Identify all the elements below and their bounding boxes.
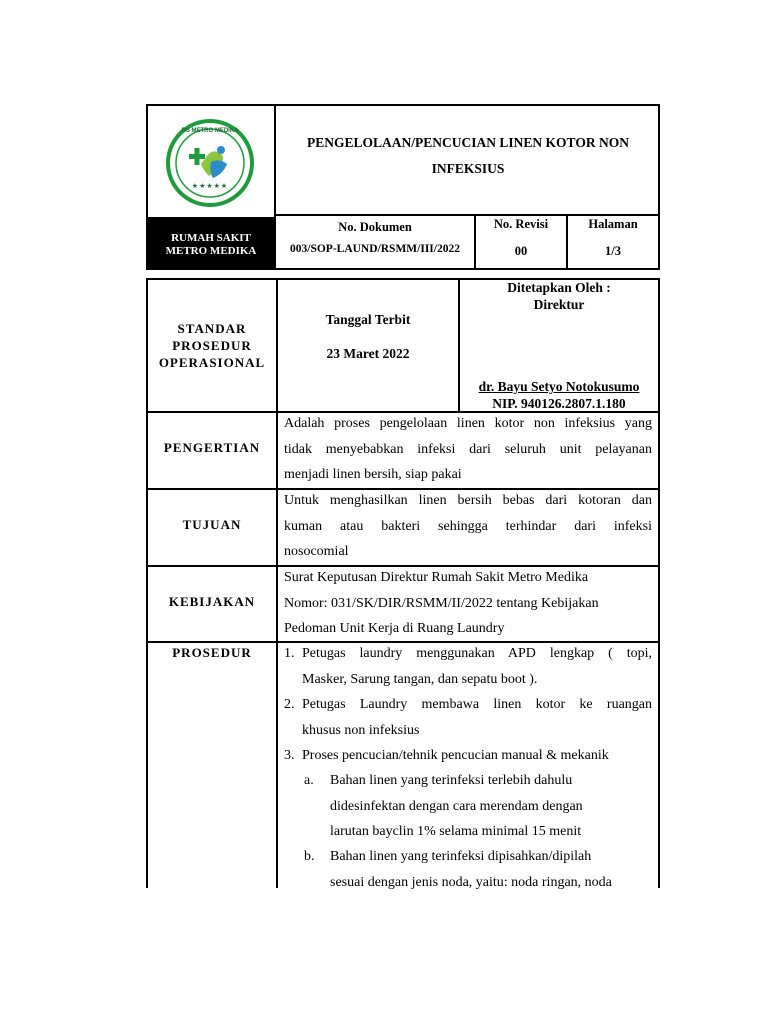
pengertian-text: [284, 411, 652, 488]
tujuan-line1: Untuk menghasilkan linen bersih bebas dari kotoran dan: [284, 493, 652, 508]
prosedur-label: PROSEDUR: [172, 645, 252, 660]
tujuan-label: TUJUAN: [182, 517, 242, 532]
approver-nip: NIP. 940126.2807.1.180: [492, 396, 626, 411]
pengertian-line1: Adalah proses pengelolaan linen kotor non infeksius yang: [284, 416, 652, 431]
substep-b-line2: sesuai dengan jenis noda, yaitu: noda ringan, noda: [330, 874, 612, 890]
pengertian-line3: menjadi linen bersih, siap pakai: [284, 467, 462, 482]
document-title: PENGELOLAAN/PENCUCIAN LINEN KOTOR NON INFEKSIUS: [307, 135, 629, 176]
procedure-substep-b: [304, 844, 652, 895]
step-3-line1: Proses pencucian/tehnik pencucian manual & mekanik: [302, 748, 609, 763]
approved-by-role: Direktur: [533, 297, 585, 312]
hospital-logo: [163, 118, 257, 208]
hospital-name-band: [148, 217, 274, 269]
kebijakan-label: KEBIJAKAN: [168, 594, 256, 609]
procedure-step-3: [284, 743, 652, 769]
step-1-number: 1.: [284, 646, 295, 661]
step-2-number: 2.: [284, 697, 295, 712]
tujuan-line3: nosocomial: [284, 544, 349, 559]
issue-date-label: Tanggal Terbit: [325, 312, 411, 327]
sop-label-line2: PROSEDUR: [172, 338, 252, 353]
approver-name: dr. Bayu Setyo Notokusumo: [478, 379, 640, 394]
substep-a-line1: Bahan linen yang terinfeksi terlebih dahulu: [330, 773, 573, 788]
step-1-line2: Masker, Sarung tangan, dan sepatu boot ).: [302, 671, 538, 687]
step-3-number: 3.: [284, 748, 295, 763]
approved-by-label: Ditetapkan Oleh :: [507, 280, 611, 295]
page-value: 1/3: [605, 244, 621, 258]
revision-label: No. Revisi: [493, 217, 549, 231]
procedure-list: [284, 641, 652, 888]
hospital-name-line2: METRO MEDIKA: [165, 245, 257, 257]
issue-date-value: 23 Maret 2022: [326, 346, 410, 361]
revision-value: 00: [514, 244, 528, 258]
hospital-name-line1: RUMAH SAKIT: [171, 232, 251, 244]
procedure-step-2: [284, 692, 652, 743]
substep-b-letter: b.: [304, 849, 315, 864]
doc-no-label: No. Dokumen: [338, 220, 412, 234]
step-2-line2: khusus non infeksius: [302, 722, 420, 738]
substep-a-letter: a.: [304, 773, 314, 788]
kebijakan-text: [284, 565, 652, 642]
kebijakan-line3: Pedoman Unit Kerja di Ruang Laundry: [284, 621, 505, 636]
substep-a-line2: didesinfektan dengan cara merendam dengan: [330, 798, 583, 814]
sop-label-line3: OPERASIONAL: [158, 355, 266, 370]
logo-text: RS METRO MEDIKA: [181, 128, 239, 134]
page-label: Halaman: [588, 217, 638, 231]
doc-no-value: 003/SOP-LAUND/RSMM/III/2022: [290, 243, 460, 255]
tujuan-line2: kuman atau bakteri sehingga terhindar dari infeksi: [284, 518, 652, 534]
procedure-substep-a: [304, 768, 652, 845]
step-1-line1: Petugas laundry menggunakan APD lengkap ( topi,: [302, 646, 652, 661]
procedure-step-1: [284, 641, 652, 692]
sop-label: [148, 320, 276, 371]
kebijakan-line1: Surat Keputusan Direktur Rumah Sakit Metro Medika: [284, 570, 589, 585]
substep-a-line3: larutan bayclin 1% selama minimal 15 menit: [330, 824, 582, 839]
logo-stars-icon: ★★★★★: [191, 182, 229, 190]
sop-label-line1: STANDAR: [177, 321, 247, 336]
pengertian-label: PENGERTIAN: [163, 440, 261, 455]
tujuan-text: [284, 488, 652, 565]
pengertian-line2: tidak menyebabkan infeksi dari seluruh unit pelayanan: [284, 441, 652, 457]
substep-b-line1: Bahan linen yang terinfeksi dipisahkan/dipilah: [330, 849, 592, 864]
kebijakan-line2: Nomor: 031/SK/DIR/RSMM/II/2022 tentang Kebijakan: [284, 595, 599, 611]
step-2-line1: Petugas Laundry membawa linen kotor ke ruangan: [302, 697, 652, 712]
